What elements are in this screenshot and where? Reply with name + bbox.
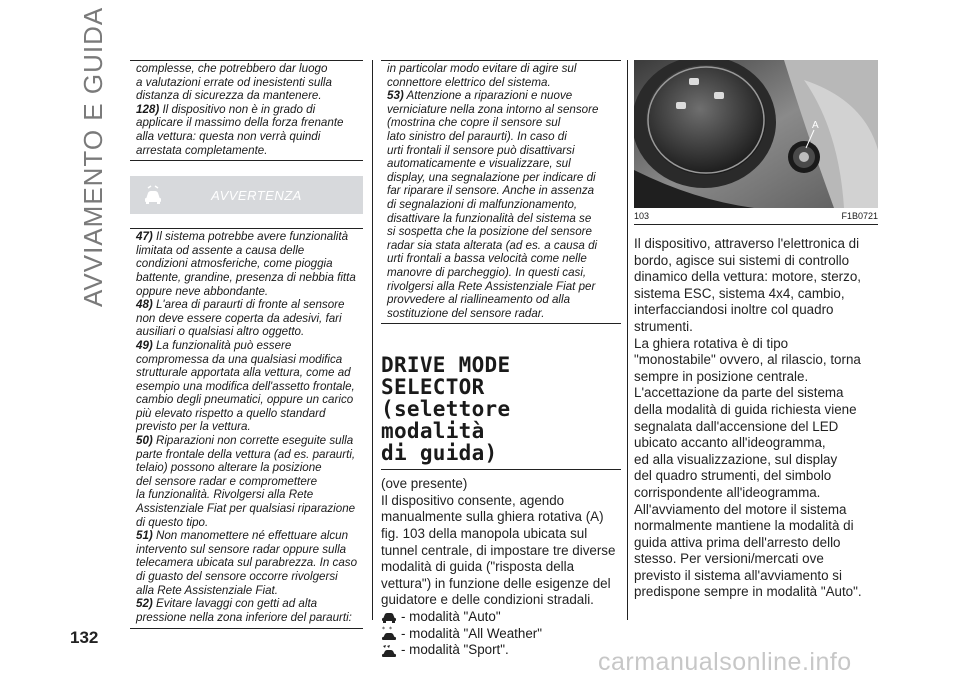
body-line: "monostabile" ovvero, al rilascio, torna: [634, 352, 861, 368]
note-line: di segnalazioni di malfunzionamento,: [387, 197, 578, 211]
note-number: 128): [136, 102, 160, 116]
note-line: connettore elettrico del sistema.: [387, 75, 551, 89]
note-line: di questo tipo.: [136, 515, 209, 529]
body-line: guidatore e delle condizioni stradali.: [381, 592, 594, 608]
note-line: condizioni atmosferiche, come pioggia: [136, 257, 333, 271]
note-line: radar sia stata alterata (ad es. a causa di: [387, 238, 598, 252]
body-line: predispone sempre in modalità "Auto".: [634, 584, 862, 600]
note-line: lato sinistro del paraurti). In caso di: [387, 129, 567, 143]
note-line: telaio) possono alterare la posizione: [136, 461, 322, 475]
page-number: 132: [70, 628, 99, 647]
note-line: Il dispositivo non è in grado di: [159, 102, 316, 116]
note-line: Assistenziale Fiat per qualsiasi riparazione: [136, 502, 356, 516]
figure-number: 103: [634, 211, 650, 221]
note-line: più elevato rispetto a quello standard: [136, 406, 326, 420]
body-line: (ove presente): [381, 476, 468, 492]
note-line: display, una segnalazione per indicare di: [387, 170, 596, 184]
heading-line: (selettore modalità: [381, 397, 511, 444]
body-line: stesso. Per versioni/mercati ove: [634, 551, 824, 567]
note-box-continued: [381, 60, 621, 324]
mode-all-weather: [381, 626, 621, 643]
intro-line: complesse, che potrebbero dar luogo: [136, 62, 328, 75]
body-line: ed alla visualizzazione, sul display: [634, 451, 838, 467]
svg-text:*: *: [382, 625, 385, 633]
note-number: 48): [136, 298, 153, 312]
column-2: [381, 60, 621, 659]
warning-52: [136, 597, 363, 624]
note-line: far riparare il sensore. Anche in assenza: [387, 184, 595, 198]
svg-text:*: *: [389, 625, 392, 633]
section-heading: [381, 354, 621, 470]
note-line: in particolar modo evitare di agire sul: [387, 62, 577, 75]
note-line: Evitare lavaggi con getti ad alta: [152, 597, 318, 611]
note-number: 47): [136, 230, 153, 244]
intro-line: distanza di sicurezza da mantenere.: [136, 89, 322, 103]
warning-title: AVVERTENZA: [211, 187, 302, 203]
note-128: [136, 103, 363, 117]
body-line: modalità di guida ("risposta della: [381, 559, 575, 575]
body-line: bordo, agisce sui sistemi di controllo: [634, 252, 850, 268]
note-line: L'area di paraurti di fronte al sensore: [152, 298, 345, 312]
note-line: battente, grandine, presenza di nebbia fitta: [136, 270, 356, 284]
note-line: verniciature nella zona intorno al sensore: [387, 102, 599, 116]
note-line: arrestata completamente.: [136, 143, 268, 157]
body-paragraph: [634, 236, 878, 601]
heading-line: SELECTOR: [381, 375, 485, 400]
body-line: dinamico della vettura: motore, sterzo,: [634, 269, 862, 285]
body-line: vettura") in funzione delle esigenze del: [381, 575, 611, 591]
heading-line: di guida): [381, 441, 498, 466]
note-line: pressione nella zona inferiore del paraurti:: [136, 610, 352, 624]
body-line: Il dispositivo consente, agendo: [381, 492, 565, 508]
warning-header: [130, 176, 363, 214]
note-number: 49): [136, 338, 153, 352]
note-line: Il sistema potrebbe avere funzionalità: [152, 230, 349, 244]
column-divider: [627, 60, 628, 620]
note-line: alla Rete Assistenziale Fiat.: [136, 583, 278, 597]
body-line: della modalità di guida richiesta viene: [634, 401, 857, 417]
note-line: di guasto del sensore occorre rivolgersi: [136, 570, 338, 583]
body-line: Il dispositivo, attraverso l'elettronica di: [634, 236, 860, 251]
body-line: fig. 103 della manopola ubicata sul: [381, 526, 588, 542]
note-line: La funzionalità può essere: [152, 338, 292, 352]
note-line: manovre di parcheggio). In questi casi,: [387, 265, 587, 279]
mode-auto-label: - modalità "Auto": [401, 609, 501, 625]
drive-mode-selector-photo: [634, 60, 878, 208]
note-line: parte frontale della vettura (ad es. paraurti,: [136, 447, 356, 461]
note-line: disattivare la funzionalità del sistema se: [387, 211, 592, 225]
body-line: strumenti.: [634, 318, 693, 334]
body-line: sempre in posizione centrale.: [634, 368, 809, 384]
note-line: sostituzione del sensore radar.: [387, 306, 545, 320]
note-line: compromessa da una qualsiasi modifica: [136, 352, 343, 366]
body-line: La ghiera rotativa è di tipo: [634, 335, 789, 351]
column-3: [634, 60, 878, 601]
note-53: [387, 89, 621, 103]
note-number: 53): [387, 89, 404, 103]
note-line: urti frontali il sensore può disattivarsi: [387, 143, 575, 157]
note-line: limitata od assente a causa delle: [136, 243, 305, 257]
note-line: applicare il massimo della forza frenante: [136, 116, 344, 130]
heading-line: DRIVE MODE: [381, 353, 511, 378]
note-line: strutturale apportata alla vettura, come ad: [136, 366, 351, 380]
note-line: rivolgersi alla Rete Assistenziale Fiat per: [387, 279, 596, 293]
body-line: interfacciandosi inoltre col quadro: [634, 302, 834, 318]
note-line: urti frontali a bassa velocità come nelle: [387, 252, 587, 266]
mode-sport: [381, 642, 621, 659]
mode-sport-label: - modalità "Sport".: [401, 642, 509, 658]
note-line: esempio una modifica dell'assetto frontale,: [136, 379, 355, 393]
body-line: del quadro strumenti, del simbolo: [634, 468, 832, 484]
body-line: sistema ESC, sistema 4x4, cambio,: [634, 285, 845, 301]
note-box-top: [130, 60, 363, 161]
note-line: si sospetta che la posizione del sensore: [387, 225, 592, 239]
note-line: Attenzione a riparazioni e nuove: [403, 89, 573, 103]
note-line: provvedere al riallineamento od alla: [387, 293, 571, 307]
body-line: normalmente mantiene la modalità di: [634, 518, 854, 534]
section-title-text: AVVIAMENTO E GUIDA: [78, 6, 108, 307]
figure-code: F1B0721: [841, 211, 878, 221]
note-line: previsto per la vettura.: [136, 420, 251, 434]
note-line: alla vettura: questa non verrà quindi: [136, 129, 321, 143]
body-line: All'avviamento del motore il sistema: [634, 501, 847, 517]
all-weather-mode-icon: [381, 626, 397, 642]
body-line: manualmente sulla ghiera rotativa (A): [381, 509, 604, 525]
note-line: oppure neve abbondante.: [136, 284, 269, 298]
body-line: segnalata dall'accensione del LED: [634, 418, 839, 434]
figure-marker-a: A: [812, 120, 819, 131]
note-line: non deve essere coperta da adesivi, fari: [136, 311, 342, 325]
warning-51: [136, 529, 363, 597]
note-number: 50): [136, 434, 153, 448]
note-line: la funzionalità. Rivolgersi alla Rete: [136, 488, 314, 502]
note-line: automaticamente e visualizzare, sul: [387, 157, 571, 171]
warning-49: [136, 339, 363, 434]
note-line: intervento sul sensore radar oppure sulla: [136, 542, 347, 556]
body-line: ubicato accanto all'ideogramma,: [634, 435, 826, 451]
column-divider: [372, 60, 373, 620]
warning-50: [136, 434, 363, 529]
watermark: carmanualsonline.info: [598, 648, 852, 676]
body-line: guida attiva prima dell'arresto dello: [634, 534, 841, 550]
mode-all-weather-label: - modalità "All Weather": [401, 625, 542, 641]
sport-mode-icon: [381, 643, 397, 659]
note-line: Riparazioni non corrette eseguite sulla: [152, 434, 354, 448]
note-line: del sensore radar e compromettere: [136, 474, 318, 488]
note-line: ausiliari o qualsiasi altro oggetto.: [136, 325, 305, 339]
body-line: corrispondente all'ideogramma.: [634, 484, 821, 500]
intro-line: a valutazioni errate od inesistenti sulla: [136, 75, 332, 89]
mode-auto: [381, 609, 621, 626]
note-number: 51): [136, 529, 153, 543]
body-line: L'accettazione da parte del sistema: [634, 385, 844, 401]
warning-notes: [130, 228, 363, 629]
body-line: previsto il sistema all'avviamento si: [634, 567, 842, 583]
body-line: tunnel centrale, di impostare tre diverse: [381, 542, 616, 558]
section-side-title: [70, 6, 110, 307]
auto-mode-icon: [381, 610, 397, 624]
note-line: telecamera ubicata sul parabrezza. In caso: [136, 556, 358, 570]
body-paragraph: [381, 476, 621, 609]
warning-car-icon: [142, 185, 164, 205]
note-line: Non manomettere né effettuare alcun: [152, 529, 349, 543]
note-number: 52): [136, 597, 153, 611]
warning-47: [136, 230, 363, 298]
figure-caption: [634, 208, 878, 225]
note-line: (mostrina che copre il sensore sul: [387, 116, 561, 130]
note-line: cambio degli pneumatici, oppure un carico: [136, 393, 354, 407]
column-1: [130, 60, 363, 629]
warning-48: [136, 298, 363, 339]
